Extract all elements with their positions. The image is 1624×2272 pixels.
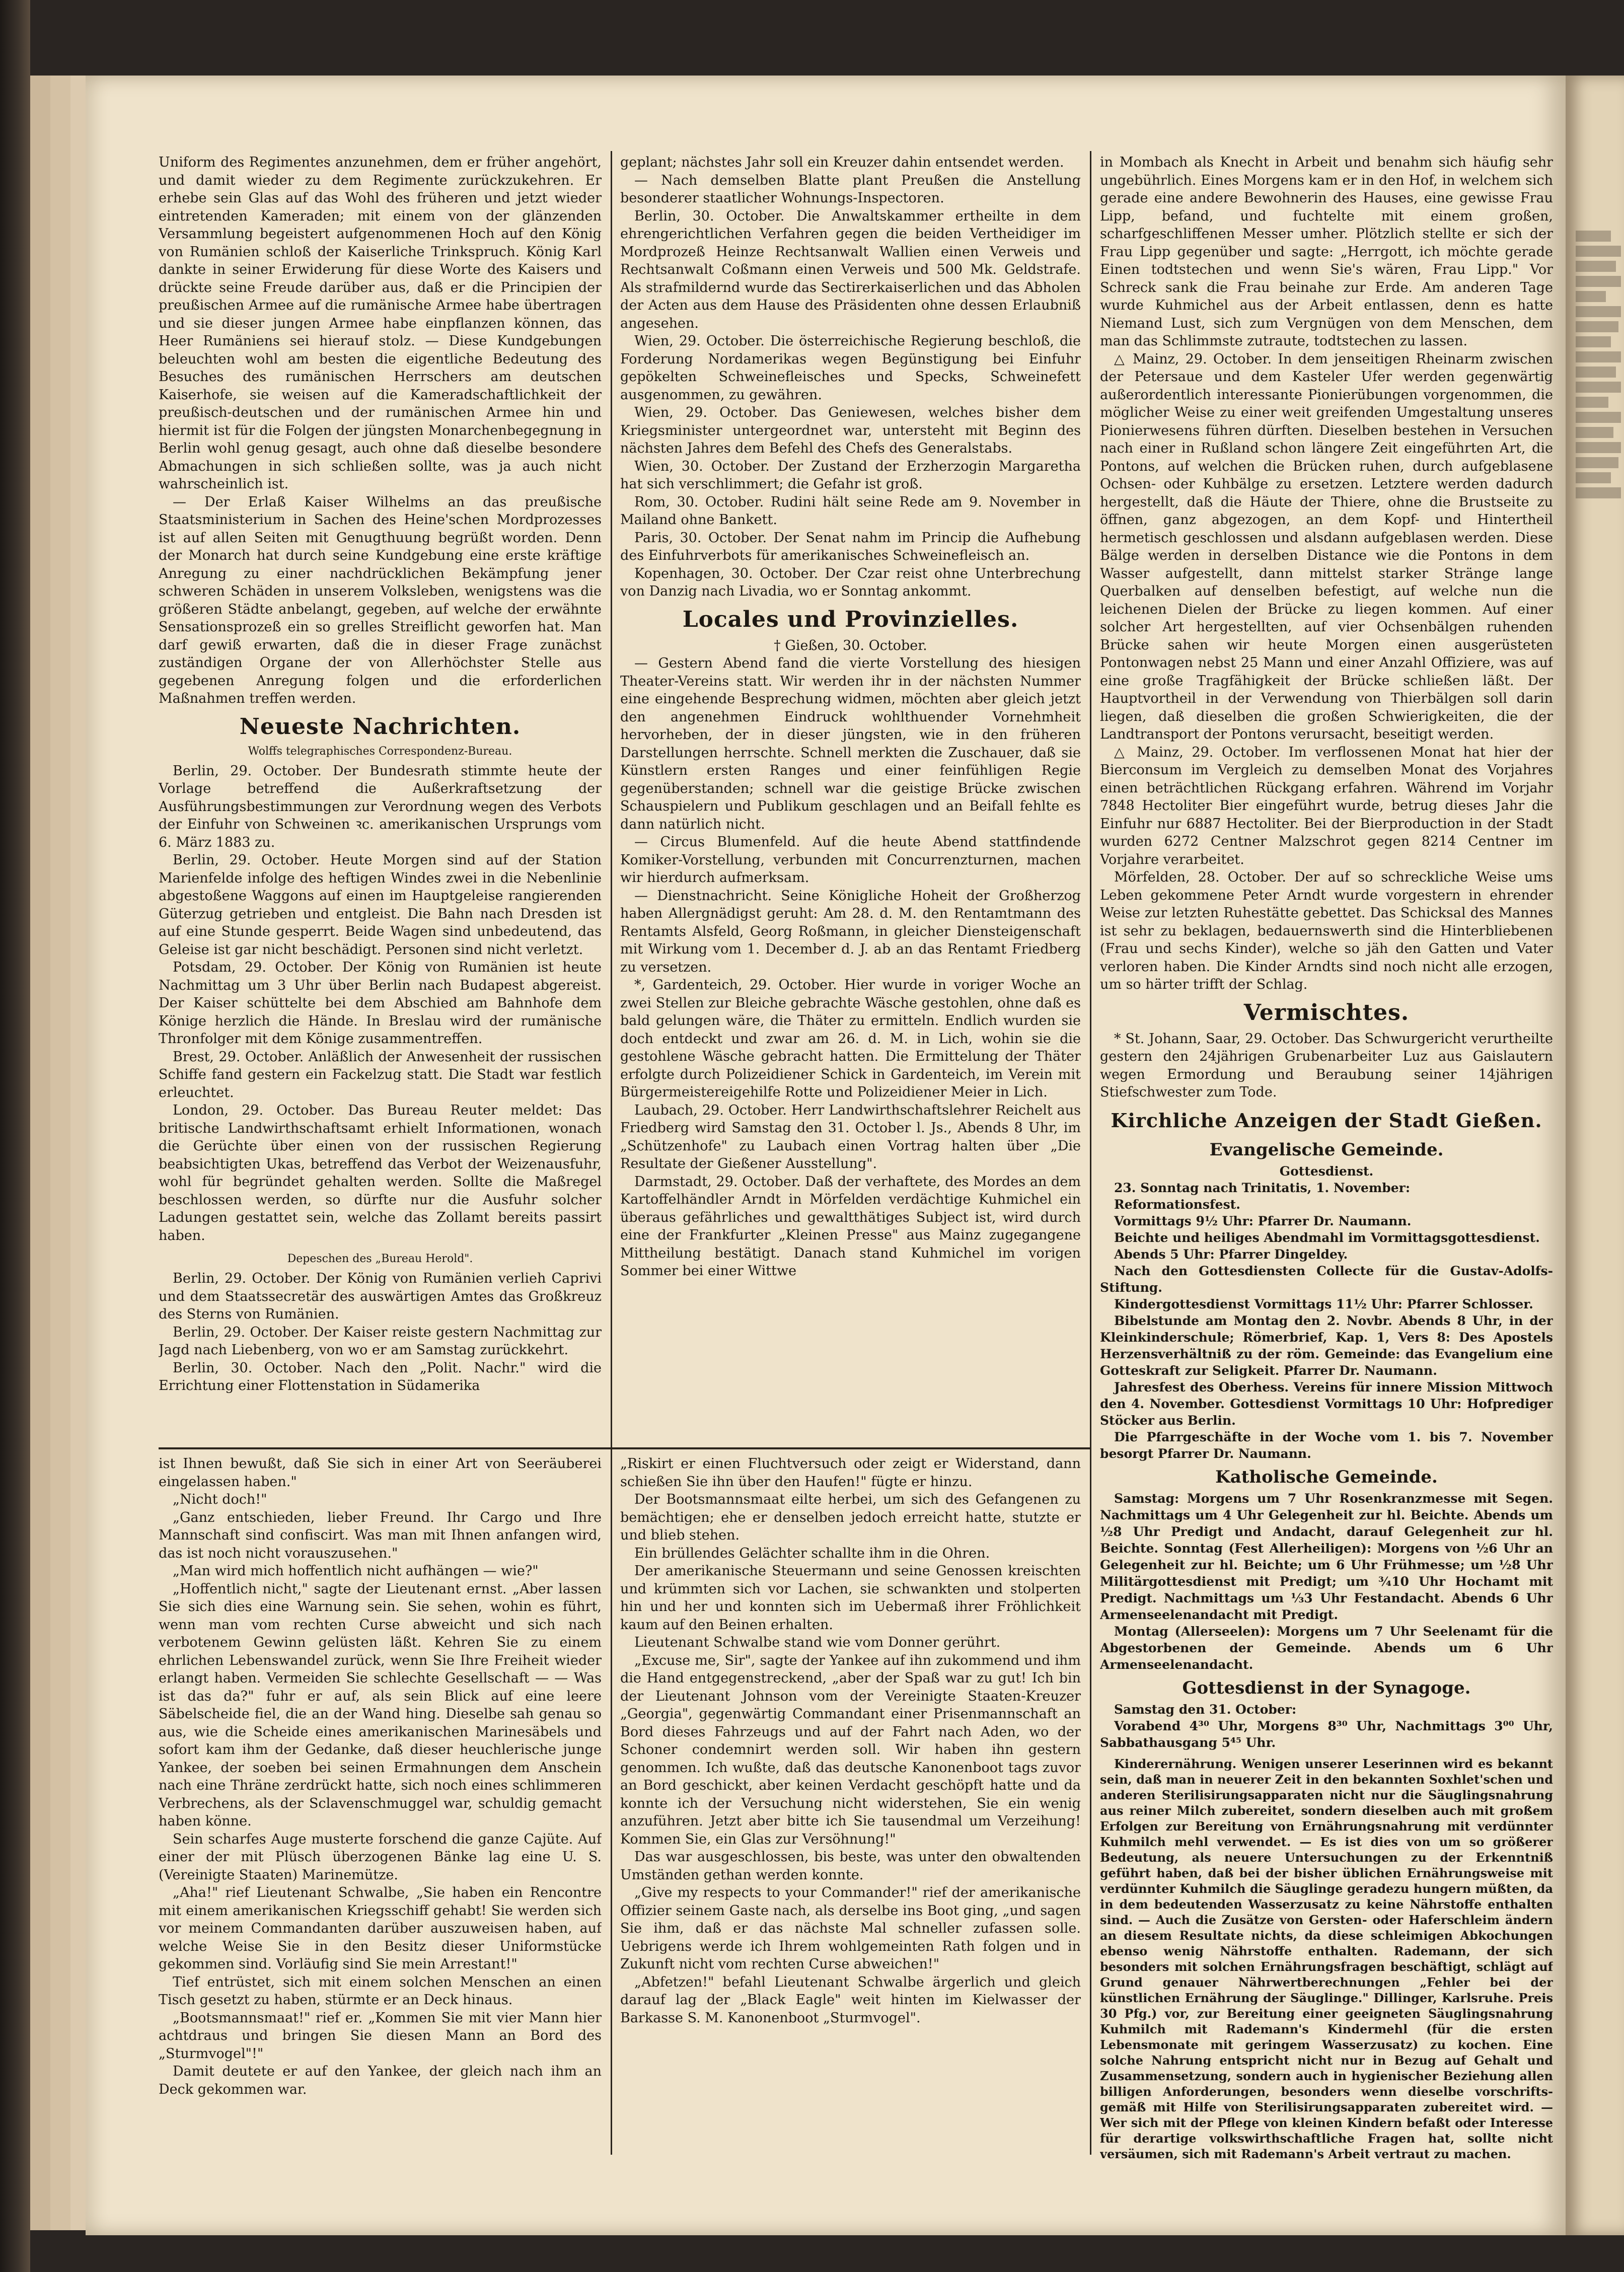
story-text: „Hoffentlich nicht," sagte der Lieutenant ernst. „Aber lassen Sie sich dies eine Warnung sein. Sie sehen, wohin es führt, wenn man vom rechten Curse abweicht und sich nach verbotenem Gewinn gelüsten läßt. Kehren Sie zu einem ehrlichen Lebenswandel zurück, wenn Sie Ihre Freiheit wieder erlangt haben. Vermeiden Sie schlechte Gesellschaft — — Was ist das da?" fuhr er auf, als sein Blick auf eine leere Säbelscheide fiel, die an der Wand hing. Dieselbe sah genau so aus, wie die Scheide eines amerikanischen Marinesäbels und sofort kam ihm der Gedanke, daß dieser heuchlerische junge Yankee, der soeben bei seinen Ermahnungen dem Anschein nach eine Thräne zerdrückt hatte, sich noch eines schlimmeren Verbrechens, als der Sclavenschmuggel war, schuldig gemacht haben könne. bbox=[159, 1581, 602, 1829]
news-item: — Nach demselben Blatte plant Preußen die Anstellung besonderer staatlicher Wohnungs-Inspectoren. bbox=[620, 172, 1081, 206]
column-2 bbox=[620, 154, 1081, 1442]
story-text: „Excuse me, Sir", sagte der Yankee auf ihn zukommend und ihm die Hand entgegenstreckend, „aber der Spaß war zu gut! Ich bin der Lieutenant Johnson vom der Vereinigte Staaten-Kreuzer „Georgia", gegenwärtig Commandant einer Prisenmannschaft an Bord dieses Fahrzeugs und auf der Fahrt nach Aden, wo der Schoner condemnirt werden soll. Wir haben ihn gestern genommen. Ich wußte, daß das deutsche Kanonenboot tags zuvor an Bord geschickt, aber keinen Verdacht geschöpft hatte und da konnte ich der Versuchung nicht widerstehen, Sie ein wenig anzuführen. Jetzt aber bitte ich Sie tausendmal um Verzeihung! Kommen Sie, ein Glas zur Versöhnung!" bbox=[620, 1652, 1081, 1847]
service-line: Vorabend 4³⁰ Uhr, Morgens 8³⁰ Uhr, Nachmittags 3⁰⁰ Uhr, Sabbathausgang 5⁴⁵ Uhr. bbox=[1100, 1718, 1553, 1750]
page-stack-edge bbox=[50, 76, 71, 2230]
story-text: Tief entrüstet, sich mit einem solchen Menschen an einen Tisch gesetzt zu haben, stürmte er an Deck hinaus. bbox=[159, 1974, 602, 2008]
synagogue-heading: Gottesdienst in der Synagoge. bbox=[1182, 1677, 1471, 1698]
story-text: Sein scharfes Auge musterte forschend die ganze Cajüte. Auf einer der mit Plüsch überzogenen Bänke lag eine U. S. (Vereinigte Staaten) Marinemütze. bbox=[159, 1831, 602, 1883]
story-text: „Man wird mich hoffentlich nicht aufhängen — wie?" bbox=[173, 1563, 539, 1579]
service-line: Nach den Gottesdiensten Collecte für die Gustav-Adolfs-Stiftung. bbox=[1100, 1263, 1553, 1295]
service-line: Montag (Allerseelen): Morgens um 7 Uhr Seelenamt für die Abgestorbenen der Gemeinde. Abends um 6 Uhr Armenseelenandacht. bbox=[1100, 1624, 1553, 1672]
story-text: „Aha!" rief Lieutenant Schwalbe, „Sie haben ein Rencontre mit einem amerikanischen Kriegsschiff gehabt! Sie werden sich vor meinem Commandanten darüber auszuweisen haben, auf welche Weise Sie in den Besitz dieser Uniformstücke gekommen sind. Vorläufig sind Sie mein Arrestant!" bbox=[159, 1885, 602, 1972]
news-item: Darmstadt, 29. October. Daß der verhaftete, des Mordes an dem Kartoffelhändler Arndt in Mörfelden verdächtige Kuhmichel ein überaus gefährliches und gewaltthätiges Subject ist, wird durch eine der Frankfurter „Kleinen Presse" aus Mainz zugegangene Mittheilung bestätigt. Danach stand Kuhmichel im vorigen Sommer bei einer Wittwe bbox=[620, 1174, 1081, 1279]
news-item: Brest, 29. October. Anläßlich der Anwesenheit der russischen Schiffe fand gestern ein Fackelzug statt. Die Stadt war festlich erleuchtet. bbox=[159, 1049, 602, 1101]
news-item: *, Gardenteich, 29. October. Hier wurde in voriger Woche an zwei Stellen zur Bleiche gebrachte Wäsche gestohlen, ohne daß es bald gelungen wäre, die Thäter zu ermitteln. Endlich wurden sie doch entdeckt und zwar am 26. d. M. in Lich, wohin sie die gestohlene Wäsche gebracht hatten. Die Ermittelung der Thäter erfolgte durch Polizeidiener Schick in Gardenteich, im Verein mit Bürgermeistereigehilfe Rotte und Polizeidiener Meier in Lich. bbox=[620, 977, 1081, 1100]
news-item: Mörfelden, 28. October. Der auf so schreckliche Weise ums Leben gekommene Peter Arndt wurde vorgestern in ehrender Weise zur letzten Ruhestätte gebettet. Das Schicksal des Mannes ist sehr zu beklagen, bedauernswerth sind die Hinterbliebenen (Frau und sechs Kinder), welche so jäh den Gatten und Vater verloren haben. Die Kinder Arndts sind noch nicht alle erzogen, um so härter trifft der Schlag. bbox=[1100, 869, 1553, 992]
story-text: „Bootsmannsmaat!" rief er. „Kommen Sie mit vier Mann hier achtdraus und bringen Sie diesen Mann an Bord des „Sturmvogel"!" bbox=[159, 2010, 602, 2062]
news-item: London, 29. October. Das Bureau Reuter meldet: Das britische Landwirthschaftsamt erhielt Informationen, wonach die Gerüchte über einen von der russischen Regierung beabsichtigten Ukas, betreffend das Verbot der Weizenausfuhr, wohl für begründet gehalten werden. Sollte die Maßregel beschlossen werden, so dürfte nur die Ausfuhr solcher Ladungen gestattet sein, welche das Zollamt bereits passirt haben. bbox=[159, 1103, 602, 1243]
news-item: Berlin, 30. October. Die Anwaltskammer ertheilte in dem ehrengerichtlichen Verfahren gegen die beiden Vertheidiger im Mordprozeß Heinze Rechtsanwalt Wallien einen Verweis und Rechtsanwalt Coßmann einen Verweis und 500 Mk. Geldstrafe. Als strafmildernd wurde das Sectirerkaiserlichen und das Abholen der Acten aus dem Hause des Präsidenten ohne dessen Erlaubniß angesehen. bbox=[620, 208, 1081, 331]
news-item: Paris, 30. October. Der Senat nahm im Princip die Aufhebung des Einfuhrverbots für amerikanisches Schweinefleisch an. bbox=[620, 530, 1081, 563]
service-line: Abends 5 Uhr: Pfarrer Dingeldey. bbox=[1114, 1247, 1348, 1262]
column-divider bbox=[611, 151, 612, 2155]
news-item: — Circus Blumenfeld. Auf die heute Abend stattfindende Komiker-Vorstellung, verbunden mit Concurrenzturnen, machen wir hierdurch aufmerksam. bbox=[620, 834, 1081, 886]
story-text: Der Bootsmannsmaat eilte herbei, um sich des Gefangenen zu bemächtigen; ehe er denselben jedoch erreicht hatte, stutzte er und blieb stehen. bbox=[620, 1492, 1081, 1543]
article-text: Uniform des Regimentes anzunehmen, dem er früher angehört, und damit wieder zu dem Regimente zurückzukehren. Er erhebe sein Glas auf das Wohl des früheren und jetzt wieder eintretenden Kameraden; mit einem von der glänzenden Versammlung begeistert aufgenommenen Hoch auf den König von Rumänien schloß der Kaiserliche Trinkspruch. König Karl dankte in seiner Erwiderung für diese Worte des Kaisers und drückte seine Freude darüber aus, daß er die Principien der preußischen Armee auf die rumänische Armee habe übertragen und sie dieser jungen Armee habe einpflanzen können, das Heer Rumäniens sei hierauf stolz. — Diese Kundgebungen beleuchten wohl am besten die eigentliche Bedeutung des Besuches des rumänischen Herrschers am deutschen Kaiserhofe, sie weisen auf die Kameradschaftlichkeit der preußisch-deutschen und der rumänischen Armee hin und hiermit ist für die Folgen der jüngsten Monarchenbegegnung in Berlin wohl genug gesagt, auch ohne daß dieselbe besondere Abmachungen in sich schließen sollte, was ja auch nicht wahrscheinlich ist. bbox=[159, 155, 602, 492]
herold-heading: Depeschen des „Bureau Herold". bbox=[287, 1253, 473, 1265]
column-1 bbox=[159, 154, 602, 1442]
service-line: Samstag: Morgens um 7 Uhr Rosenkranzmesse mit Segen. Nachmittags um 4 Uhr Gelegenheit zur hl. Beichte. Abends um ½8 Uhr Predigt und Andacht, darauf Gelegenheit zur hl. Beichte. Sonntag (Fest Allerheiligen): Morgens von ½6 Uhr an Gelegenheit zur hl. Beichte; um 6 Uhr Frühmesse; um ½8 Uhr Militärgottesdienst mit Predigt; um ¾10 Uhr Hochamt mit Predigt. Nachmittags um ⅓3 Uhr Festandacht. Abends 6 Uhr Armenseelenandacht mit Predigt. bbox=[1100, 1491, 1553, 1622]
news-item: Rom, 30. October. Rudini hält seine Rede am 9. November in Mailand ohne Bankett. bbox=[620, 494, 1081, 528]
story-text: „Abfetzen!" befahl Lieutenant Schwalbe ärgerlich und gleich darauf lag der „Black Eagle" weit hinten im Kielwasser der Barkasse S. M. Kanonenboot „Sturmvogel". bbox=[620, 1974, 1081, 2026]
feuilleton-column-1 bbox=[159, 1455, 602, 2175]
church-notices-heading: Kirchliche Anzeigen der Stadt Gießen. bbox=[1111, 1109, 1542, 1132]
story-text: Damit deutete er auf den Yankee, der gleich nach ihm an Deck gekommen war. bbox=[159, 2064, 602, 2097]
story-text: Der amerikanische Steuermann und seine Genossen kreischten und krümmten sich vor Lachen, sie schwankten und stolperten hin und her und konnten sich im Uebermaß ihrer Fröhlichkeit kaum auf den Beinen erhalten. bbox=[620, 1563, 1081, 1633]
article-text: in Mombach als Knecht in Arbeit und benahm sich häufig sehr ungebührlich. Eines Morgens kam er in den Hof, in welchem sich gerade eine andere Bewohnerin des Hauses, eine gewisse Frau Lipp, befand, und fuchtelte mit einem großen, scharfgeschliffenen Messer umher. Plötzlich stellte er sich der Frau Lipp gegenüber und sagte: „Herrgott, ich möchte gerade Einen todtstechen und wenn Sie's wären, Frau Lipp." Vor Schreck sank die Frau beinahe zur Erde. Am anderen Tage wurde Kuhmichel aus der Arbeit entlassen, denn es hatte Niemand Lust, sich zum Vergnügen von dem Menschen, dem man das Schlimmste zutraute, todtstechen zu lassen. bbox=[1100, 155, 1553, 349]
service-line: Jahresfest des Oberhess. Vereins für innere Mission Mittwoch den 4. November. Gottesdienst Vormittags 10 Uhr: Hofprediger Stöcker aus Berlin. bbox=[1100, 1379, 1553, 1428]
story-text: „Give my respects to your Commander!" rief der amerikanische Offizier seinem Gaste nach, als derselbe ins Boot ging, „und sagen Sie ihm, daß er das nächste Mal schneller zufassen solle. Uebrigens werde ich Ihrem wohlgemeinten Rath folgen und in Zukunft nicht vom rechten Curse abweichen!" bbox=[620, 1885, 1081, 1972]
church-notices bbox=[1100, 1139, 1553, 1751]
section-heading: Vermischtes. bbox=[1243, 999, 1410, 1025]
story-text: Das war ausgeschlossen, bis beste, was unter den obwaltenden Umständen gethan werden konnte. bbox=[620, 1849, 1081, 1883]
section-heading: Neueste Nachrichten. bbox=[239, 713, 521, 740]
service-date: 23. Sonntag nach Trinitatis, 1. November: bbox=[1114, 1180, 1411, 1195]
news-item: Kopenhagen, 30. October. Der Czar reist ohne Unterbrechung von Danzig nach Livadia, wo er Sonntag ankommt. bbox=[620, 565, 1081, 599]
news-item: * St. Johann, Saar, 29. October. Das Schwurgericht verurtheilte gestern den 24jährigen Grubenarbeiter Luz aus Gaislautern wegen Ermordung und Beraubung seiner 14jährigen Stiefschwester zum Tode. bbox=[1100, 1031, 1553, 1100]
service-line: Bibelstunde am Montag den 2. Novbr. Abends 8 Uhr, in der Kleinkinderschule; Römerbrief, Kap. 1, Vers 8: Des Apostels Herzensverhältniß zu der röm. Gemeinde: das Evangelium eine Gotteskraft zur Seligkeit. Pfarrer Dr. Naumann. bbox=[1100, 1313, 1553, 1378]
section-heading: Locales und Provinzielles. bbox=[682, 606, 1019, 632]
article-text: geplant; nächstes Jahr soll ein Kreuzer dahin entsendet werden. bbox=[620, 155, 1064, 170]
service-line: Vormittags 9½ Uhr: Pfarrer Dr. Naumann. bbox=[1114, 1213, 1412, 1228]
service-line: Die Pfarrgeschäfte in der Woche vom 1. bis 7. November besorgt Pfarrer Dr. Naumann. bbox=[1100, 1429, 1553, 1461]
section-subheading: Wolffs telegraphisches Correspondenz-Bureau. bbox=[248, 745, 512, 758]
service-line: Reformationsfest. bbox=[1114, 1197, 1240, 1212]
section-divider bbox=[159, 1447, 1090, 1449]
news-item: Berlin, 29. October. Heute Morgen sind auf der Station Marienfelde infolge des heftigen Windes zwei in die Nebenlinie abgestoßene Waggons auf einen im Hauptgeleise rangierenden Güterzug getrieben und entgleist. Die Bahn nach Dresden ist auf eine Stunde gesperrt. Beide Wagen sind unbedeutend, das Geleise ist gar nicht beschädigt. Personen sind nicht verletzt. bbox=[159, 852, 602, 958]
story-text: ist Ihnen bewußt, daß Sie sich in einer Art von Seeräuberei eingelassen haben." bbox=[159, 1456, 602, 1490]
parish-heading: Evangelische Gemeinde. bbox=[1209, 1139, 1444, 1160]
service-heading: Gottesdienst. bbox=[1279, 1163, 1374, 1179]
news-item: Berlin, 29. October. Der König von Rumänien verlieh Caprivi und dem Staatssecretär des auswärtigen Amtes das Großkreuz des Sterns von Rumänien. bbox=[159, 1271, 602, 1322]
news-item: Wien, 30. October. Der Zustand der Erzherzogin Margaretha hat sich verschlimmert; die Gefahr ist groß. bbox=[620, 458, 1081, 492]
news-item: △ Mainz, 29. October. In dem jenseitigen Rheinarm zwischen der Petersaue und dem Kasteler Ufer werden gegenwärtig außerordentlich interessante Pionierübungen vorgenommen, die möglicher Weise zu einer weit greifenden Umgestaltung unseres Pionierwesens führen dürften. Dieselben bestehen in Versuchen nach einer in Rußland schon längere Zeit eingeführten Art, die Pontons, auf welchen die Brücken ruhen, durch aufgeblasene Ochsen- oder Kuhbälge zu ersetzen. Letztere werden dadurch hergestellt, daß die Häute der Thiere, ohne die Brustseite zu öffnen, ganz abgezogen, an dem Kopf- und Hintertheil hermetisch geschlossen und alsdann aufgeblasen werden. Diese Bälge werden in derselben Distance wie die Pontons in dem Wasser aufgestellt, dann mittelst starker Stränge lange Querbalken auf denselben befestigt, auf welche nun die leichenen Dielen der Brücke zu liegen kommen. Auf einer solcher Art hergestellten, auf vier Ochsenbälgen ruhenden Brücke sahen wir heute Morgen einen ausgerüsteten Pontonwagen nebst 25 Mann und einer Anzahl Offiziere, was auf eine große Tragfähigkeit der Brücke schließen läßt. Der Hauptvortheil in der Verwendung von Thierbälgen soll darin liegen, daß dieselben die großen Schwierigkeiten, die der Landtransport der Pontons verursacht, beseitigt werden. bbox=[1100, 351, 1553, 742]
page-stack-edge bbox=[70, 76, 87, 2230]
news-item: — Dienstnachricht. Seine Königliche Hoheit der Großherzog haben Allergnädigst geruht: Am 28. d. M. den Rentamtmann des Rentamts Alsfeld, Georg Roßmann, in gleicher Diensteigenschaft mit Wirkung vom 1. December d. J. ab an das Rentamt Friedberg zu versetzen. bbox=[620, 888, 1081, 975]
service-line: Kindergottesdienst Vormittags 11½ Uhr: Pfarrer Schlosser. bbox=[1114, 1296, 1533, 1311]
news-item: — Gestern Abend fand die vierte Vorstellung des hiesigen Theater-Vereins statt. Wir werden ihr in der nächsten Nummer eine eingehende Besprechung widmen, möchten aber gleich jetzt den angenehmen Eindruck wohlthuender Vornehmheit hervorheben, der in dieser jüngsten, wie in den früheren Darstellungen herrschte. Schnell merkten die Zuschauer, daß sie Künstlern ersten Ranges und einer feinfühligen Regie gegenüberstanden; schnell war die geistige Brücke zwischen Schauspielern und Publikum geschlagen und an Beifall fehlte es dann natürlich nicht. bbox=[620, 655, 1081, 832]
service-line: Beichte und heiliges Abendmahl im Vormittagsgottesdienst. bbox=[1114, 1230, 1540, 1245]
news-item: Berlin, 30. October. Nach den „Polit. Nachr." wird die Errichtung einer Flottenstation in Südamerika bbox=[159, 1360, 602, 1394]
news-item: Wien, 29. October. Das Geniewesen, welches bisher dem Kriegsminister untergeordnet war, untersteht mit Beginn des nächsten Jahres dem Befehl des Chefs des Generalstabs. bbox=[620, 405, 1081, 456]
story-text: „Riskirt er einen Fluchtversuch oder zeigt er Widerstand, dann schießen Sie ihn über den Haufen!" fügte er hinzu. bbox=[620, 1456, 1081, 1490]
story-text: „Nicht doch!" bbox=[173, 1492, 267, 1507]
news-item: Potsdam, 29. October. Der König von Rumänien ist heute Nachmittag um 3 Uhr über Berlin nach Budapest abgereist. Der Kaiser schüttelte bei dem Abschied am Bahnhofe dem Könige herzlich die Hände. In Breslau wird der rumänische Thronfolger mit dem Könige zusammentreffen. bbox=[159, 960, 602, 1047]
news-item: Wien, 29. October. Die österreichische Regierung beschloß, die Forderung Nordamerikas wegen Begünstigung bei Einfuhr gepökelten Schweinefleisches und Specks, Schweinefett ausgenommen, zu gewähren. bbox=[620, 333, 1081, 403]
story-text: Ein brüllendes Gelächter schallte ihm in die Ohren. bbox=[634, 1545, 990, 1561]
feuilleton-column-2 bbox=[620, 1455, 1081, 2175]
service-date: Samstag den 31. October: bbox=[1114, 1702, 1297, 1717]
news-item: △ Mainz, 29. October. Im verflossenen Monat hat hier der Bierconsum im Vergleich zu demselben Monat des Vorjahres einen beträchtlichen Rückgang erfahren. Während im Vorjahr 7848 Hectoliter Bier eingeführt wurde, betrug dieses Jahr die Einfuhr nur 6887 Hectoliter. Bei der Bierproduction in der Stadt wurden 6272 Centner Malzschrot gegen 8214 Centner im Vorjahre verarbeitet. bbox=[1100, 744, 1553, 867]
news-item: Berlin, 29. October. Der Kaiser reiste gestern Nachmittag zur Jagd nach Liebenberg, von wo er am Samstag zurückkehrt. bbox=[159, 1324, 602, 1358]
column-3 bbox=[1100, 154, 1553, 2172]
column-divider bbox=[1090, 151, 1091, 2155]
book-binding-edge bbox=[0, 0, 30, 2272]
news-item: Berlin, 29. October. Der Bundesrath stimmte heute der Vorlage betreffend die Außerkraftsetzung der Ausführungsbestimmungen zur Verordnung wegen des Verbots der Einfuhr von Schweinen ꝛc. amerikanischen Ursprungs vom 6. März 1883 zu. bbox=[159, 763, 602, 850]
article-text: — Der Erlaß Kaiser Wilhelms an das preußische Staatsministerium in Sachen des Heine'schen Mordprozesses ist auf allen Seiten mit Genugthuung begrüßt worden. Denn der Monarch hat durch seine Kundgebung eine erste kräftige Anregung zu einer nachdrücklichen Bekämpfung jener schweren Schäden in unserem Volksleben, wenigstens was die größeren Städte anbelangt, gegeben, auf welche der erwähnte Sensationsprozeß ein so grelles Streiflicht geworfen hat. Man darf gewiß erwarten, daß die in dieser Frage zunächst zuständigen Organe der von Allerhöchster Stelle aus gegebenen Anregung folgen und die erforderlichen Maßnahmen treffen werden. bbox=[159, 494, 602, 706]
story-text: „Ganz entschieden, lieber Freund. Ihr Cargo und Ihre Mannschaft sind confiscirt. Was man mit Ihnen anfangen wird, das ist noch nicht vorauszusehen." bbox=[159, 1509, 602, 1561]
dateline: † Gießen, 30. October. bbox=[774, 637, 927, 653]
parish-heading: Katholische Gemeinde. bbox=[1215, 1467, 1438, 1487]
story-text: Lieutenant Schwalbe stand wie vom Donner gerührt. bbox=[634, 1635, 1001, 1650]
page-stack-edge bbox=[30, 76, 51, 2230]
news-item: Laubach, 29. October. Herr Landwirthschaftslehrer Reichelt aus Friedberg wird Samstag den 31. October l. Js., Abends 8 Uhr, im „Schützenhofe" zu Laubach einen Vortrag halten über „Die Resultate der Gießener Ausstellung". bbox=[620, 1102, 1081, 1171]
newspaper-page bbox=[86, 76, 1566, 2235]
advertorial-text: Kinderernährung. Wenigen unserer Leserinnen wird es bekannt sein, daß man in neuerer Zeit in den bekannten Soxhlet'schen und anderen Sterilisirungsapparaten nicht nur die Säuglingsnahrung aus reiner Milch zubereitet, sondern dieselben auch mit großem Erfolgen zur Bereitung von Ernährungsnahrung mit verdünnter Kuhmilch mehl verwendet. — Es ist dies von um so größerer Bedeutung, als neuere Untersuchungen zu der Erkenntniß geführt haben, daß bei der bisher üblichen Ernährungsweise mit verdünnter Kuhmilch die Säuglinge geradezu hungern müßten, da in dem bedeutenden Wasserzusatz zu keine Nährstoffe enthalten sind. — Auch die Zusätze von Gersten- oder Haferschleim ändern an diesem Resultate nichts, da diese schleimigen Abkochungen ebenso wenig Nährstoffe enthalten. Rademann, der sich besonders mit solchen Ernährungsfragen beschäftigt, schlägt auf Grund genauer Nährwertberechnungen „Fehler bei der künstlichen Ernährung der Säuglinge." Dillinger, Karlsruhe. Preis 30 Pfg.) vor, zur Bereitung einer geeigneten Säuglingsnahrung Kuhmilch mit Rademann's Kindermehl (für die ersten Lebensmonate mit geringem Wasserzusatz) zu kochen. Eine solche Nahrung entspricht nicht nur in Bezug auf Gehalt und Zusammensetzung, sondern auch in hygienischer Beziehung allen billigen Anforderungen, besonders wenn dieselbe vorschrifts-gemäß mit Hilfe von Sterilisirungsapparaten zubereitet wird. — Wer sich mit der Pflege von kleinen Kindern befaßt oder Interesse für derartige volkswirthschaftliche Fragen hat, sollte nicht versäumen, sich mit Rademann's Arbeit vertraut zu machen. bbox=[1100, 1756, 1553, 2161]
adjacent-page-edge bbox=[1566, 76, 1624, 2235]
